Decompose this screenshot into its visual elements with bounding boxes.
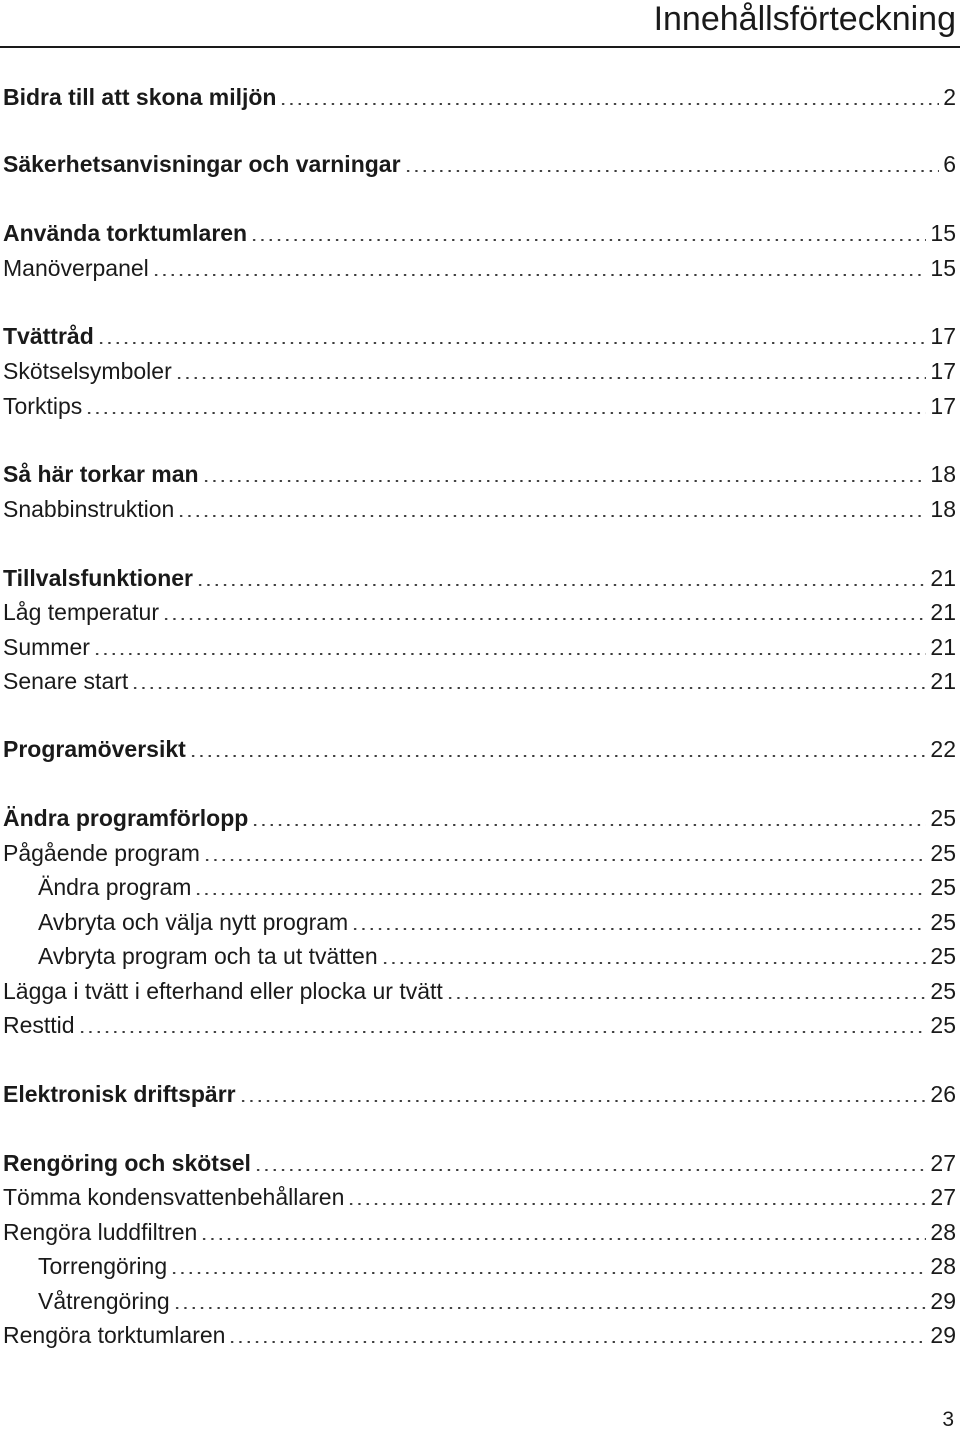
toc-entry-page-number: 17 (930, 358, 956, 384)
toc-entry[interactable] (38, 907, 956, 937)
dot-leader (202, 480, 927, 482)
toc-entry-label: Avbryta program och ta ut tvätten (38, 943, 378, 969)
toc-entry-page-number: 25 (930, 1012, 956, 1038)
toc-entry-page-number: 18 (930, 496, 956, 522)
toc-entry-page-number: 21 (930, 634, 956, 660)
toc-entry-label: Summer (3, 634, 90, 660)
toc-entry-label: Torrengöring (38, 1253, 168, 1279)
toc-entry-page-number: 29 (930, 1322, 956, 1348)
toc-entry-label: Tvättråd (3, 323, 94, 349)
page-title: Innehållsförteckning (653, 0, 956, 38)
toc-entry-label: Torktips (3, 393, 83, 419)
toc-entry-page-number: 15 (930, 220, 956, 246)
dot-leader (85, 412, 926, 414)
toc-entry-page-number: 25 (930, 805, 956, 831)
toc-entry-label: Programöversikt (3, 736, 186, 762)
toc-entry[interactable] (3, 391, 956, 421)
toc-entry-label: Rengöra torktumlaren (3, 1322, 226, 1348)
toc-entry-label: Säkerhetsanvisningar och varningar (3, 151, 401, 177)
toc-entry-page-number: 27 (930, 1150, 956, 1176)
toc-entry-page-number: 21 (930, 599, 956, 625)
dot-leader (131, 687, 926, 689)
toc-entry-page-number: 18 (930, 461, 956, 487)
toc-entry[interactable] (3, 149, 956, 179)
toc-entry[interactable] (3, 1079, 956, 1109)
dot-leader (177, 515, 926, 517)
dot-leader (170, 1272, 926, 1274)
toc-entry-label: Elektronisk driftspärr (3, 1081, 236, 1107)
toc-entry-label: Låg temperatur (3, 599, 159, 625)
dot-leader (251, 824, 926, 826)
toc-entry-label: Så här torkar man (3, 461, 199, 487)
toc-entry[interactable] (3, 459, 956, 489)
toc-entry-page-number: 17 (930, 323, 956, 349)
dot-leader (175, 377, 927, 379)
toc-entry[interactable] (3, 494, 956, 524)
toc-entry-page-number: 28 (930, 1253, 956, 1279)
toc-entry-page-number: 26 (930, 1081, 956, 1107)
toc-entry-page-number: 27 (930, 1184, 956, 1210)
toc-entry[interactable] (3, 597, 956, 627)
dot-leader (228, 1341, 926, 1343)
toc-entry[interactable] (3, 632, 956, 662)
toc-entry-page-number: 25 (930, 909, 956, 935)
toc-entry-page-number: 25 (930, 874, 956, 900)
toc-entry-page-number: 25 (930, 978, 956, 1004)
toc-entry[interactable] (3, 1182, 956, 1212)
dot-leader (347, 1203, 926, 1205)
dot-leader (200, 1238, 926, 1240)
toc-entry-label: Våtrengöring (38, 1288, 170, 1314)
toc-entry[interactable] (3, 1217, 956, 1247)
toc-entry-label: Lägga i tvätt i efterhand eller plocka ur tvätt (3, 978, 443, 1004)
toc-entry-label: Pågående program (3, 840, 200, 866)
dot-leader (189, 755, 927, 757)
dot-leader (173, 1307, 927, 1309)
toc-entry[interactable] (3, 1148, 956, 1178)
toc-entry-label: Ändra programförlopp (3, 805, 249, 831)
toc-entry-label: Ändra program (38, 874, 192, 900)
toc-entry-label: Bidra till att skona miljön (3, 84, 277, 110)
toc-entry-page-number: 25 (930, 840, 956, 866)
dot-leader (162, 618, 926, 620)
toc-entry[interactable] (3, 356, 956, 386)
toc-entry-page-number: 29 (930, 1288, 956, 1314)
page-number: 3 (942, 1408, 954, 1431)
toc-entry[interactable] (3, 1010, 956, 1040)
toc-entry[interactable] (3, 563, 956, 593)
dot-leader (203, 859, 926, 861)
dot-leader (93, 653, 927, 655)
dot-leader (78, 1031, 927, 1033)
toc-entry-label: Rengöring och skötsel (3, 1150, 251, 1176)
toc-entry[interactable] (38, 872, 956, 902)
toc-entry-page-number: 6 (943, 151, 956, 177)
toc-entry-page-number: 17 (930, 393, 956, 419)
toc-entry[interactable] (3, 82, 956, 112)
toc-entry-label: Tömma kondensvattenbehållaren (3, 1184, 345, 1210)
toc-entry-label: Senare start (3, 668, 129, 694)
toc-entry-page-number: 21 (930, 668, 956, 694)
toc-entry[interactable] (3, 321, 956, 351)
toc-entry[interactable] (38, 941, 956, 971)
dot-leader (279, 103, 939, 105)
dot-leader (254, 1169, 926, 1171)
dot-leader (194, 893, 926, 895)
dot-leader (351, 928, 926, 930)
toc-entry[interactable] (3, 803, 956, 833)
toc-entry-label: Manöverpanel (3, 255, 149, 281)
toc-entry-page-number: 21 (930, 565, 956, 591)
toc-entry-label: Använda torktumlaren (3, 220, 248, 246)
dot-leader (446, 997, 927, 999)
dot-leader (239, 1100, 927, 1102)
toc-entry-label: Tillvalsfunktioner (3, 565, 194, 591)
toc-entry-page-number: 2 (943, 84, 956, 110)
dot-leader (196, 584, 926, 586)
toc-entry-page-number: 28 (930, 1219, 956, 1245)
toc-entry[interactable] (3, 976, 956, 1006)
toc-entry-label: Rengöra luddfiltren (3, 1219, 198, 1245)
dot-leader (404, 170, 940, 172)
dot-leader (97, 342, 927, 344)
toc-entry[interactable] (3, 218, 956, 248)
toc-entry-label: Avbryta och välja nytt program (38, 909, 349, 935)
toc-entry-page-number: 25 (930, 943, 956, 969)
toc-entry[interactable] (3, 734, 956, 764)
toc-entry[interactable] (3, 1320, 956, 1350)
toc-entry-page-number: 15 (930, 255, 956, 281)
toc-entry[interactable] (3, 838, 956, 868)
toc-entry-page-number: 22 (930, 736, 956, 762)
toc-entry[interactable] (38, 1251, 956, 1281)
dot-leader (152, 274, 927, 276)
dot-leader (250, 239, 926, 241)
dot-leader (381, 962, 927, 964)
toc-entry[interactable] (3, 666, 956, 696)
toc-entry[interactable] (3, 253, 956, 283)
toc-entry-label: Snabbinstruktion (3, 496, 175, 522)
toc-entry[interactable] (38, 1286, 956, 1316)
toc-entry-label: Resttid (3, 1012, 75, 1038)
toc-entry-label: Skötselsymboler (3, 358, 172, 384)
